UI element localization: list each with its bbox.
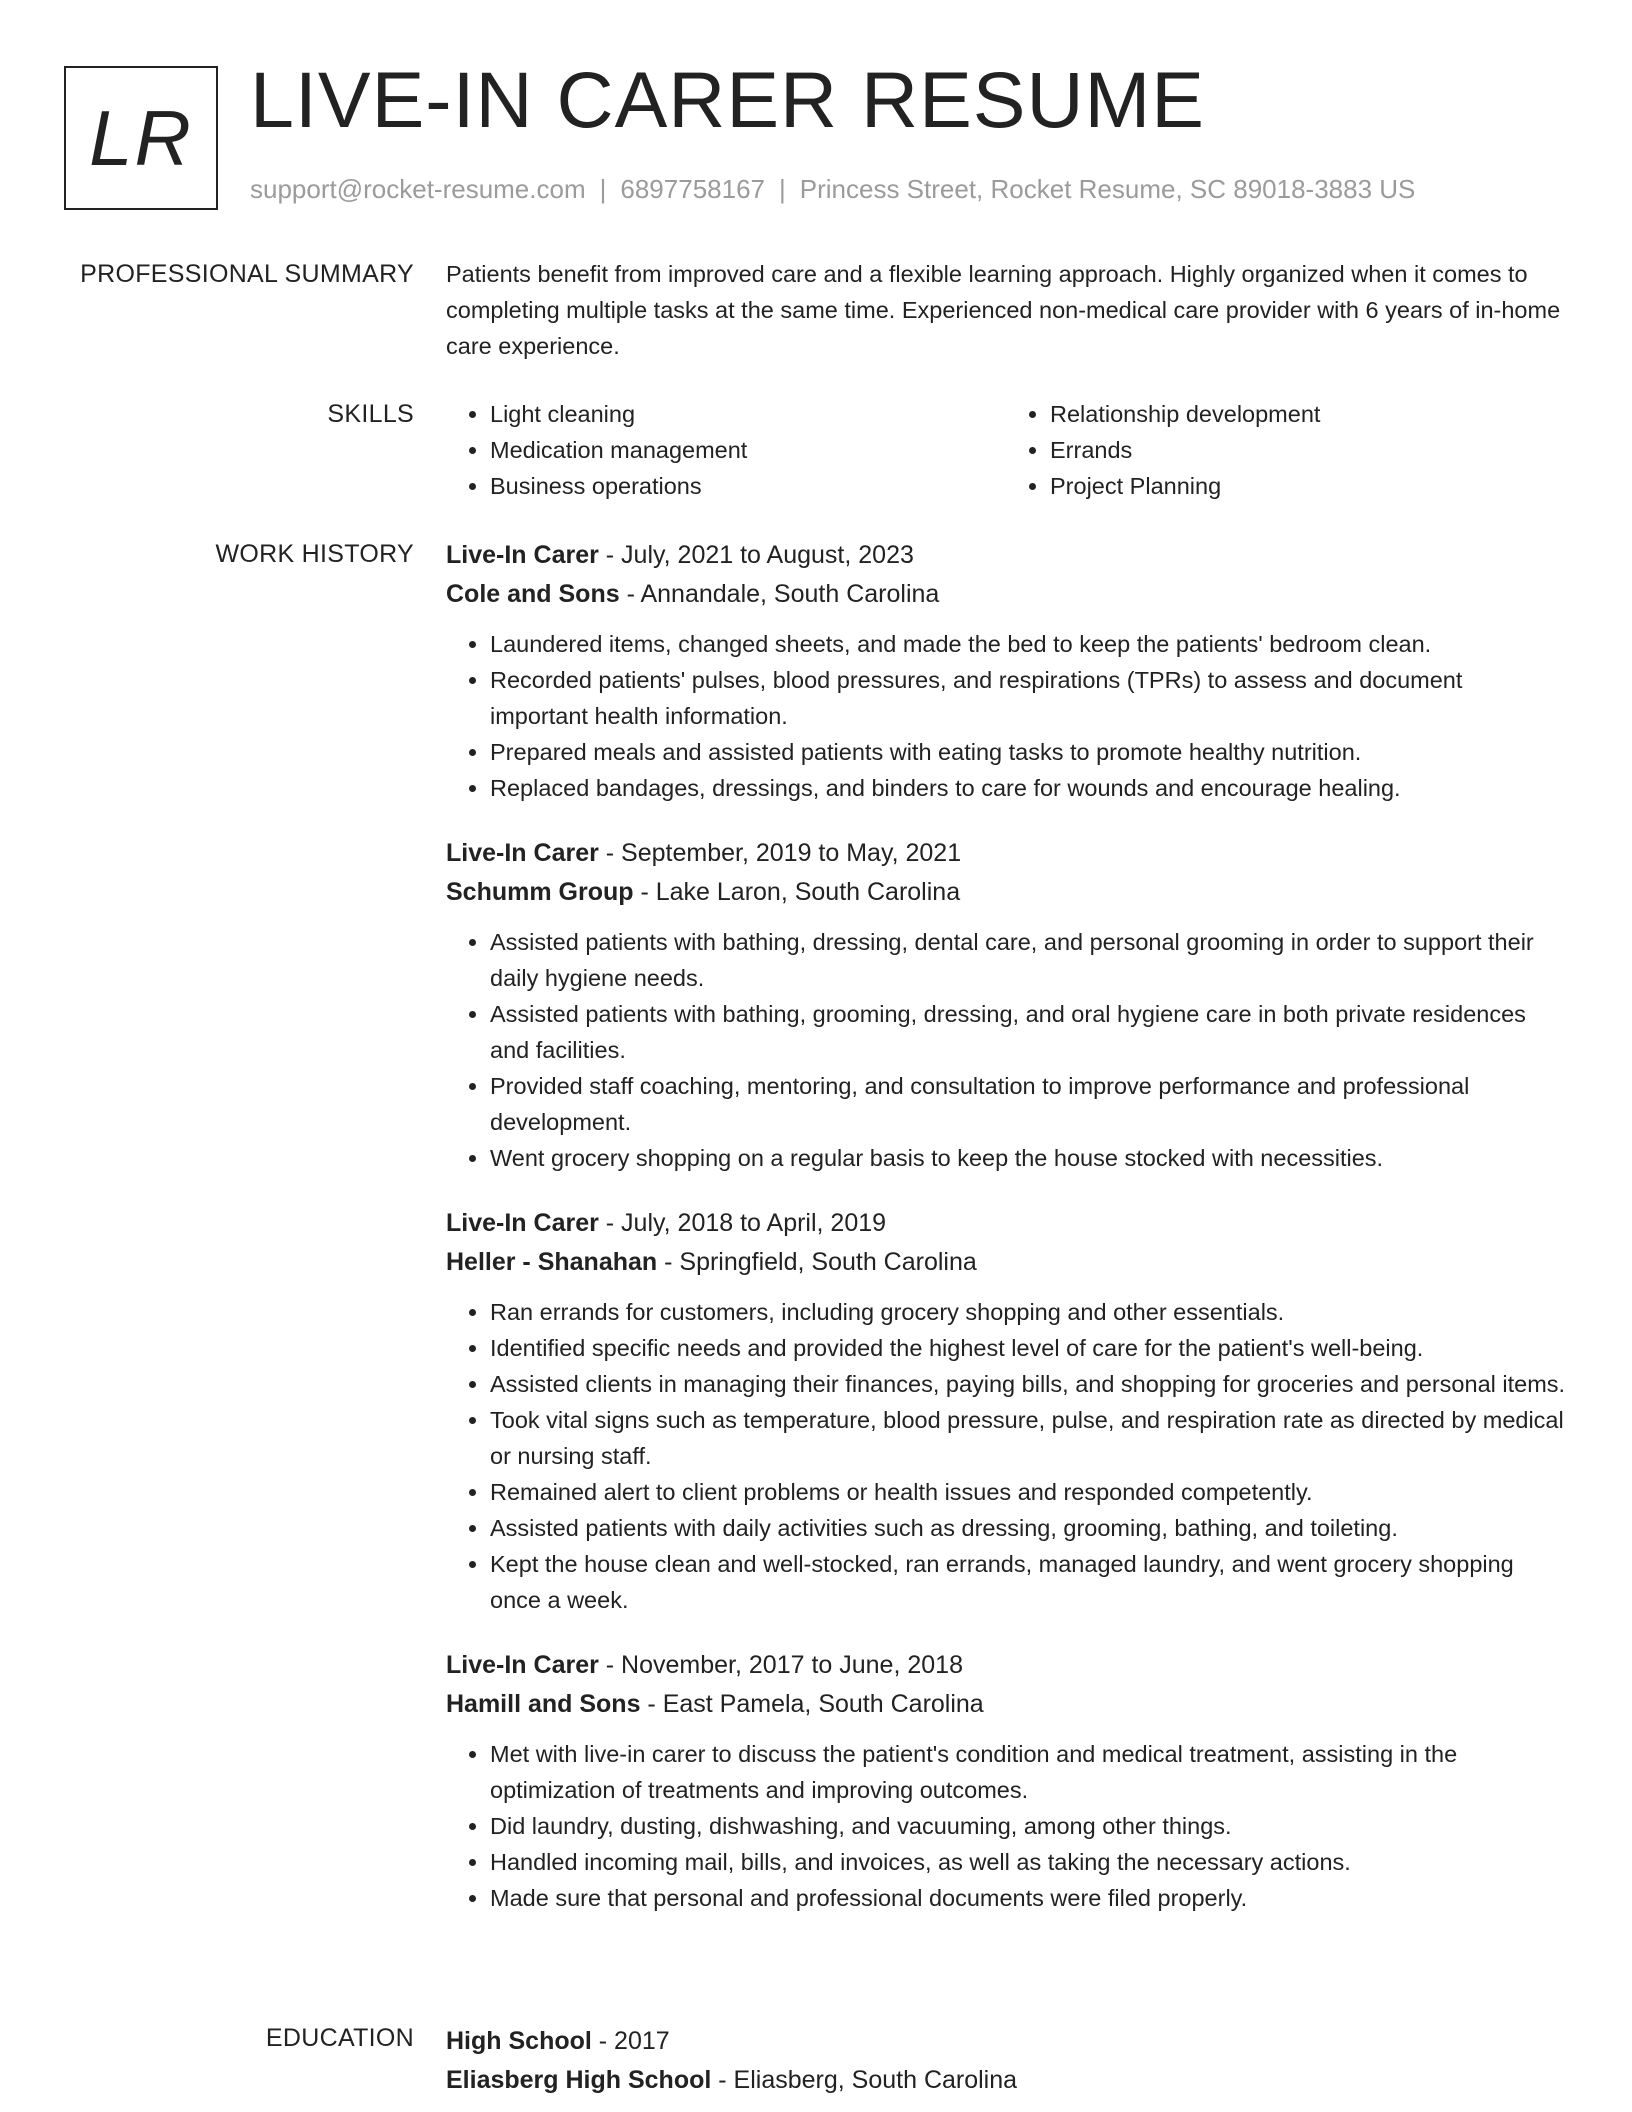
job-dates: - July, 2018 to April, 2019 [598,1209,887,1237]
job-company: Heller - Shanahan [446,1248,658,1276]
skills-label: SKILLS [327,400,414,428]
job-bullet: • Recorded patients' pulses, blood pressures, and respirations (TPRs) to assess and document important health information. [490,662,1566,734]
job-location: - Lake Laron, South Carolina [633,878,961,906]
job-bullet: • Remained alert to client problems or health issues and responded competently. [490,1474,1566,1510]
job-bullet: • Ran errands for customers, including grocery shopping and other essentials. [490,1294,1566,1330]
education-degree-line [446,2022,1566,2061]
job-dates: - July, 2021 to August, 2023 [598,541,914,569]
job-title-line [446,1204,1566,1243]
job-company: Schumm Group [446,878,634,906]
job-company-line [446,1685,1566,1724]
education-year: - 2017 [591,2027,670,2055]
skills-column-2 [1006,396,1566,504]
job-bullets [446,924,1566,1176]
job-location: - Springfield, South Carolina [657,1248,977,1276]
job-dates: - November, 2017 to June, 2018 [598,1651,963,1679]
education-degree: High School [446,2027,592,2055]
job-title: Live-In Carer [446,541,599,569]
monogram-logo: LR [64,66,218,210]
education-school-line [446,2061,1566,2100]
contact-line [250,174,1415,205]
job-company-line [446,873,1566,912]
education-location: - Eliasberg, South Carolina [711,2066,1018,2094]
job-title-line [446,536,1566,575]
job-entry [446,1646,1566,1916]
contact-separator: | [599,174,607,204]
job-location: - Annandale, South Carolina [619,580,940,608]
skill-item: • Light cleaning [490,396,1006,432]
job-dates: - September, 2019 to May, 2021 [598,839,962,867]
job-bullet: • Made sure that personal and professional documents were filed properly. [490,1880,1566,1916]
job-bullets [446,1736,1566,1916]
skill-item: • Project Planning [1050,468,1566,504]
contact-address: Princess Street, Rocket Resume, SC 89018-3883 US [799,174,1416,204]
job-bullet: • Identified specific needs and provided the highest level of care for the patient's well-being. [490,1330,1566,1366]
contact-separator: | [779,174,786,204]
skills-grid [446,396,1566,504]
job-bullet: • Did laundry, dusting, dishwashing, and vacuuming, among other things. [490,1808,1566,1844]
job-title: Live-In Carer [446,1651,599,1679]
job-title: Live-In Carer [446,1209,599,1237]
skill-item: • Errands [1050,432,1566,468]
job-bullet: • Assisted clients in managing their finances, paying bills, and shopping for groceries and personal items. [490,1366,1566,1402]
job-bullets [446,626,1566,806]
job-bullet: • Replaced bandages, dressings, and binders to care for wounds and encourage healing. [490,770,1566,806]
education-school: Eliasberg High School [446,2066,712,2094]
job-title: Live-In Carer [446,839,599,867]
summary-label: PROFESSIONAL SUMMARY [80,260,414,288]
job-bullet: • Went grocery shopping on a regular basis to keep the house stocked with necessities. [490,1140,1566,1176]
job-bullet: • Took vital signs such as temperature, blood pressure, pulse, and respiration rate as directed by medical or nursing staff. [490,1402,1566,1474]
job-entry [446,536,1566,806]
job-bullet: • Handled incoming mail, bills, and invoices, as well as taking the necessary actions. [490,1844,1566,1880]
skill-item: • Business operations [490,468,1006,504]
job-company-line [446,1243,1566,1282]
job-entry [446,834,1566,1176]
job-location: - East Pamela, South Carolina [640,1690,984,1718]
skills-column-1 [446,396,1006,504]
summary-text: Patients benefit from improved care and a flexible learning approach. Highly organized when it comes to completing multiple tasks at the same time. Experienced non-medical care provider with 6 years of in-home care experience. [446,261,1561,359]
work-history-label: WORK HISTORY [215,540,414,568]
resume-title: LIVE-IN CARER RESUME [250,55,1206,144]
job-bullet: • Assisted patients with bathing, grooming, dressing, and oral hygiene care in both private residences and facilities. [490,996,1566,1068]
education-label: EDUCATION [265,2024,414,2052]
job-bullet: • Kept the house clean and well-stocked, ran errands, managed laundry, and went grocery shopping once a week. [490,1546,1566,1618]
skill-item: • Medication management [490,432,1006,468]
job-company: Hamill and Sons [446,1690,641,1718]
job-bullets [446,1294,1566,1618]
job-title-line [446,834,1566,873]
contact-email[interactable]: support@rocket-resume.com [250,174,586,204]
job-bullet: • Assisted patients with bathing, dressing, dental care, and personal grooming in order to support their daily hygiene needs. [490,924,1566,996]
job-entry [446,1204,1566,1618]
job-company: Cole and Sons [446,580,620,608]
job-bullet: • Laundered items, changed sheets, and made the bed to keep the patients' bedroom clean. [490,626,1566,662]
contact-phone[interactable]: 6897758167 [620,174,765,204]
job-company-line [446,575,1566,614]
job-title-line [446,1646,1566,1685]
job-bullet: • Met with live-in carer to discuss the patient's condition and medical treatment, assisting in the optimization of treatments and improving outcomes. [490,1736,1566,1808]
job-bullet: • Assisted patients with daily activities such as dressing, grooming, bathing, and toileting. [490,1510,1566,1546]
job-bullet: • Provided staff coaching, mentoring, and consultation to improve performance and professional development. [490,1068,1566,1140]
skill-item: • Relationship development [1050,396,1566,432]
job-bullet: • Prepared meals and assisted patients with eating tasks to promote healthy nutrition. [490,734,1566,770]
